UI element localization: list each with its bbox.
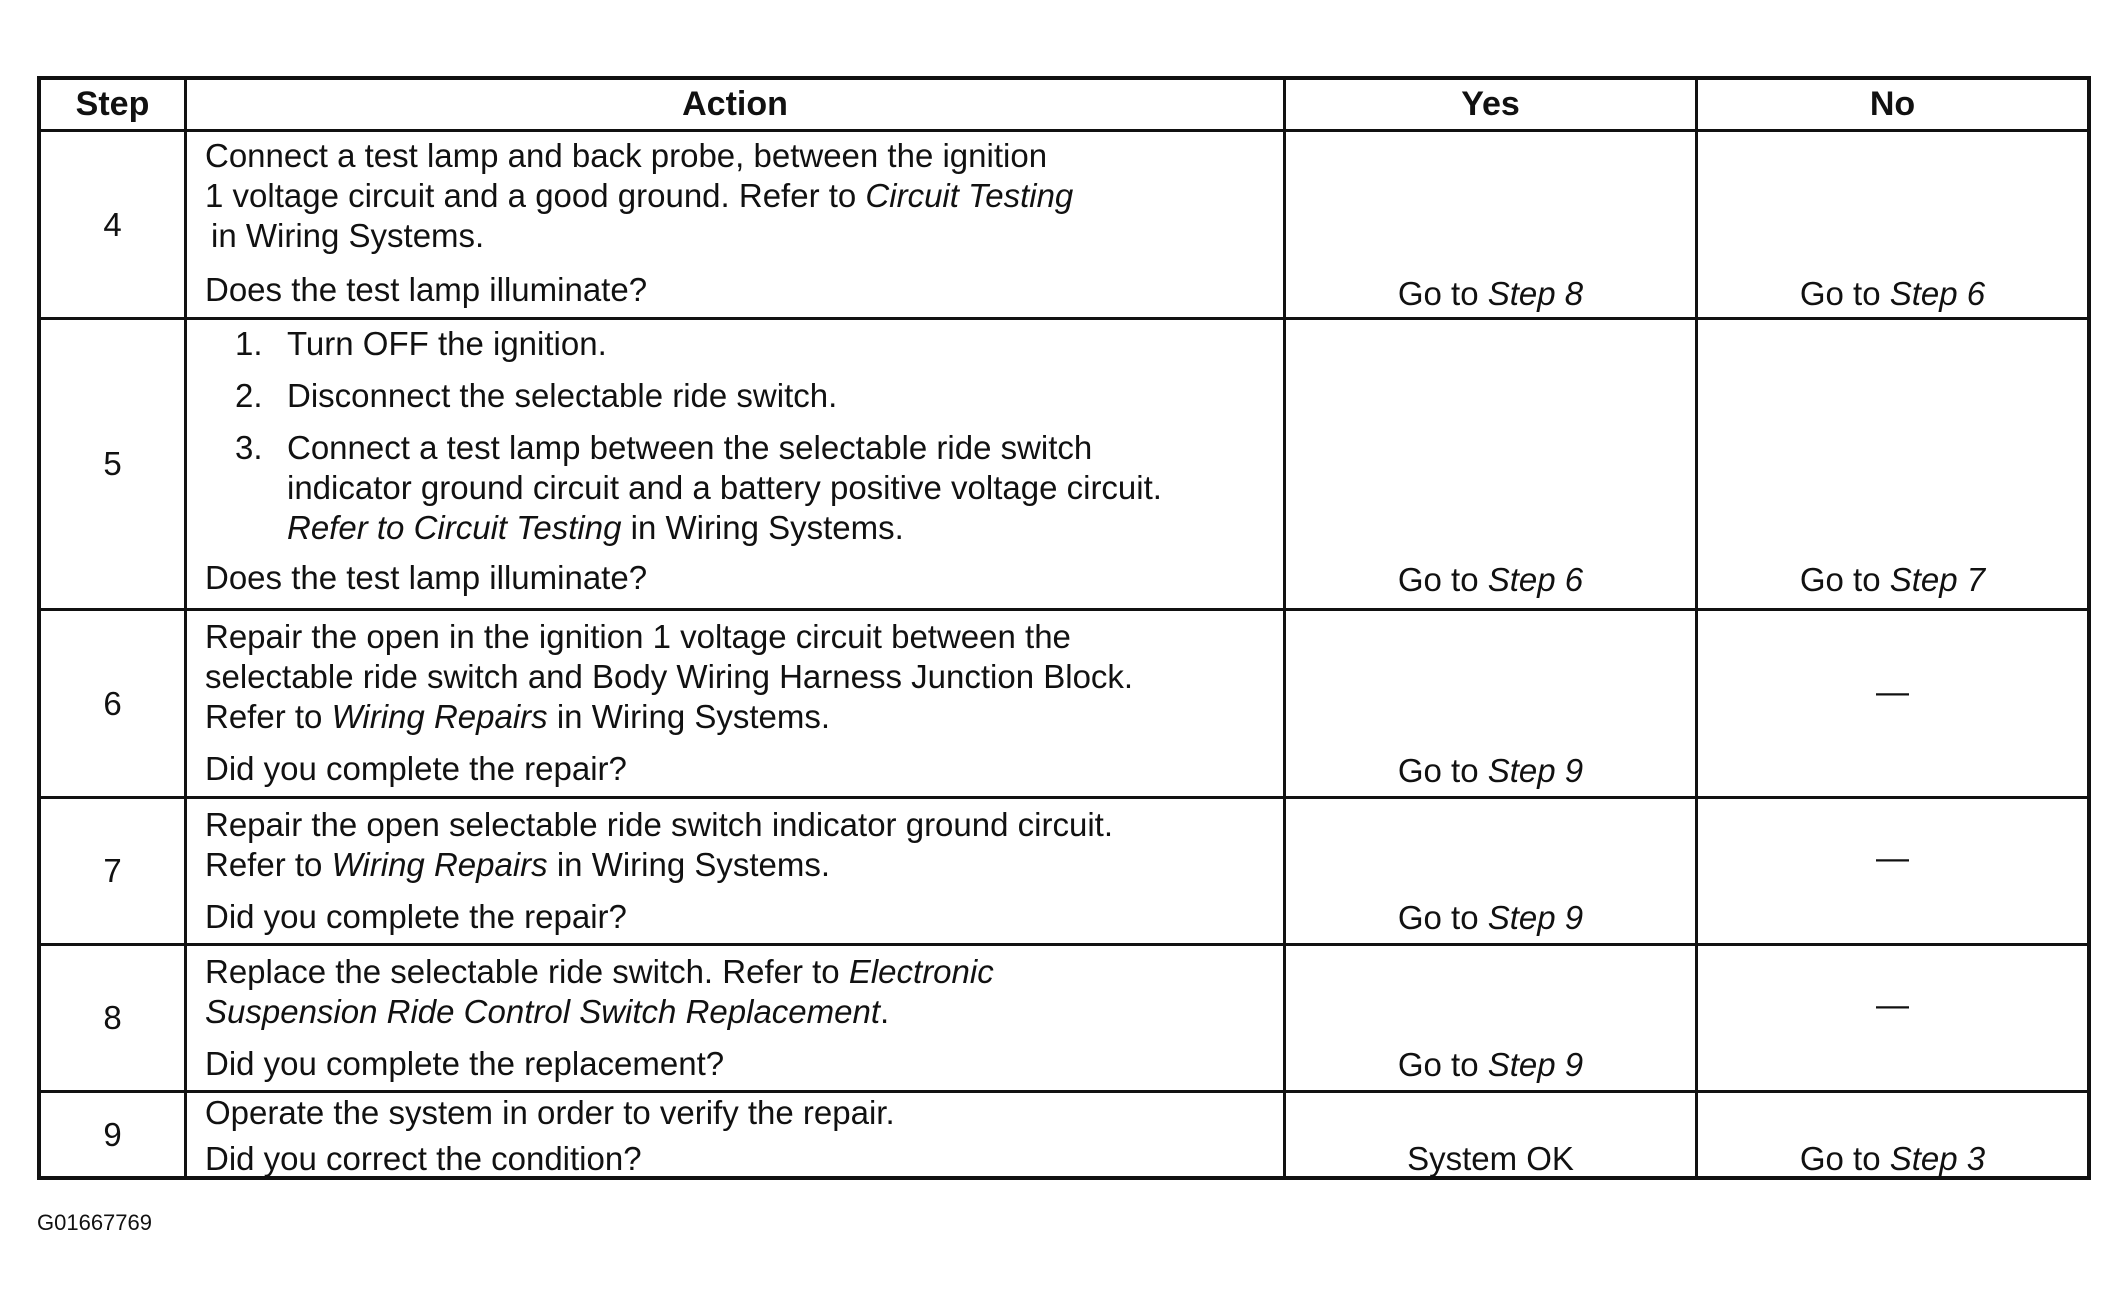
reference-link: Suspension Ride Control Switch Replacement xyxy=(205,993,881,1030)
list-item: 1. Turn OFF the ignition. xyxy=(235,325,607,362)
step-reference: Step 6 xyxy=(1487,561,1584,598)
header-step: Step xyxy=(41,80,187,129)
table-row xyxy=(41,1093,2087,1176)
list-item: 2. Disconnect the selectable ride switch. xyxy=(235,377,838,414)
table-row xyxy=(41,946,2087,1093)
table-header-row xyxy=(41,80,2087,132)
action-line: Connect a test lamp and back probe, between the ignition xyxy=(205,137,1048,174)
step-reference: Step 9 xyxy=(1487,899,1584,936)
step-reference: Step 3 xyxy=(1889,1140,1986,1177)
no-answer: Go to Step 6 xyxy=(1799,275,1986,312)
step-number: 7 xyxy=(103,852,122,889)
no-answer-dash: — xyxy=(1876,673,1909,710)
yes-answer: Go to Step 9 xyxy=(1397,752,1584,789)
step-reference: Step 6 xyxy=(1889,275,1986,312)
table-row xyxy=(41,611,2087,799)
reference-link: Wiring Repairs xyxy=(331,846,548,883)
yes-answer: Go to Step 6 xyxy=(1397,561,1584,598)
action-line: 1 voltage circuit and a good ground. Refer to xyxy=(205,177,866,214)
header-no: No xyxy=(1869,85,1916,123)
reference-link: Wiring Repairs xyxy=(331,698,548,735)
table-row xyxy=(41,320,2087,611)
step-reference: Step 9 xyxy=(1487,752,1584,789)
question-text: Did you complete the repair? xyxy=(205,750,627,787)
question-text: Did you complete the replacement? xyxy=(205,1045,725,1082)
header-action: Action xyxy=(187,80,1286,129)
action-line: selectable ride switch and Body Wiring Harness Junction Block. xyxy=(205,658,1134,695)
action-line: Repair the open selectable ride switch indicator ground circuit. xyxy=(205,806,1113,843)
numbered-steps xyxy=(205,324,1269,548)
reference-link: Circuit Testing xyxy=(413,509,622,546)
action-cell xyxy=(187,132,1286,317)
table-row xyxy=(41,799,2087,946)
question-text: Did you complete the repair? xyxy=(205,898,627,935)
step-number: 4 xyxy=(103,205,122,243)
step-number: 6 xyxy=(103,684,122,722)
step-reference: Step 7 xyxy=(1889,561,1986,598)
no-answer: Go to Step 7 xyxy=(1799,561,1986,598)
no-answer: Go to Step 3 xyxy=(1799,1140,1986,1177)
diagnostic-table xyxy=(37,76,2091,1180)
step-number: 5 xyxy=(103,445,122,482)
action-cell: Replace the selectable ride switch. Refer to Electronic Suspension Ride Control Switch Replacement. Did you complete the replacement? xyxy=(187,946,1286,1090)
table-row xyxy=(41,132,2087,320)
no-answer-dash: — xyxy=(1876,839,1909,876)
action-cell: Repair the open in the ignition 1 voltage circuit between the selectable ride switch and Body Wiring Harness Junction Block. Refer to Wiring Repairs in Wiring Systems. Did you complete the repair? xyxy=(187,611,1286,796)
list-item: 3. Connect a test lamp between the selectable ride switch indicator ground circuit and a battery positive voltage circuit. Refer to Circuit Testing in Wiring Systems. xyxy=(235,429,1162,546)
figure-id: G01667769 xyxy=(37,1210,152,1235)
reference-link: Electronic xyxy=(848,953,994,990)
yes-answer: Go to Step 9 xyxy=(1397,1046,1584,1083)
action-cell: Repair the open selectable ride switch indicator ground circuit. Refer to Wiring Repairs in Wiring Systems. Did you complete the repair? xyxy=(187,799,1286,943)
action-cell xyxy=(187,320,1286,608)
question-text: Did you correct the condition? xyxy=(205,1140,642,1177)
reference-link: Circuit Testing xyxy=(865,177,1074,214)
action-line: in Wiring Systems. xyxy=(211,217,485,254)
step-number: 8 xyxy=(103,999,122,1036)
step-reference: Step 8 xyxy=(1487,275,1584,312)
no-answer-dash: — xyxy=(1876,986,1909,1023)
action-cell xyxy=(187,1093,1286,1176)
step-reference: Step 9 xyxy=(1487,1046,1584,1083)
action-line: Repair the open in the ignition 1 voltage circuit between the xyxy=(205,618,1071,655)
action-line: Operate the system in order to verify the repair. xyxy=(205,1094,895,1131)
header-yes: Yes xyxy=(1286,80,1698,129)
yes-answer: System OK xyxy=(1407,1140,1574,1177)
yes-answer: Go to Step 8 xyxy=(1397,275,1584,312)
yes-answer: Go to Step 9 xyxy=(1397,899,1584,936)
question-text: Does the test lamp illuminate? xyxy=(205,559,648,596)
question-text: Does the test lamp illuminate? xyxy=(205,271,648,308)
step-number: 9 xyxy=(103,1115,122,1153)
